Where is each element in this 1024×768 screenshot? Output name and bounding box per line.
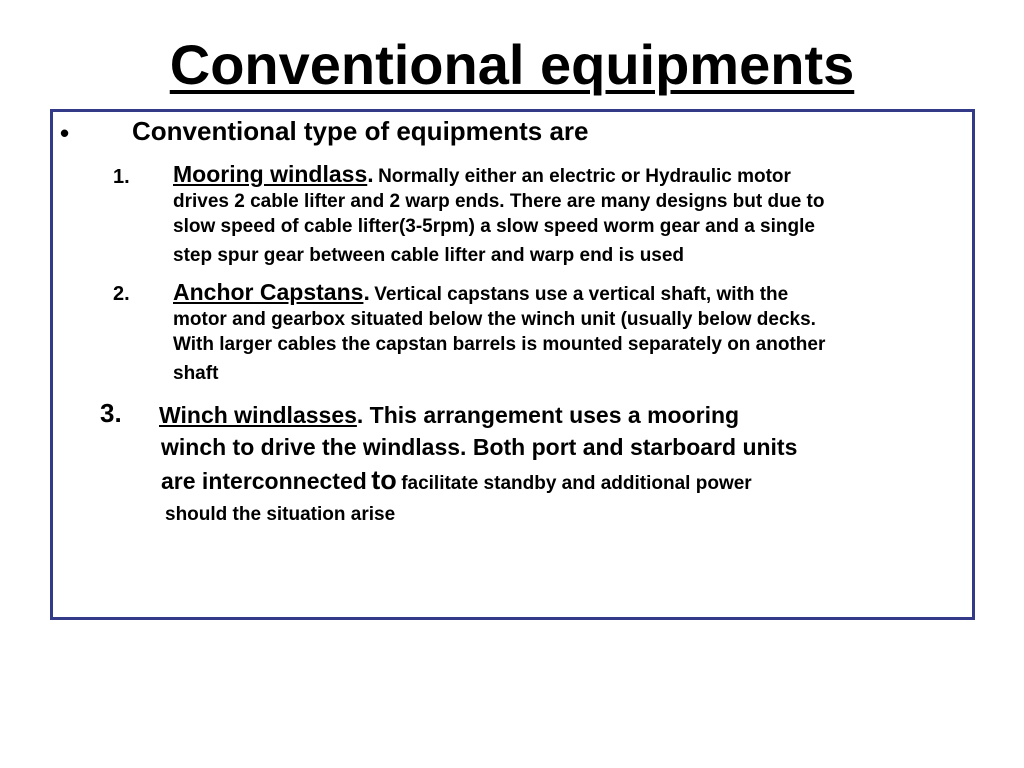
item-3-line2: winch to drive the windlass. Both port and starboard units — [161, 434, 798, 460]
item-3-line1-text: . This arrangement uses a mooring — [356, 402, 740, 428]
item-3-line1 — [159, 402, 739, 429]
item-2-line1-text: Vertical capstans use a vertical shaft, with the — [374, 284, 789, 305]
item-2-line2: motor and gearbox situated below the winch unit (usually below decks. — [173, 309, 816, 330]
item-1-line3: slow speed of cable lifter(3-5rpm) a slow speed worm gear and a single — [173, 216, 815, 237]
item-2-line1 — [173, 279, 788, 306]
item-1-heading-punct: . — [367, 161, 374, 187]
item-3-line3-to: to — [371, 465, 397, 495]
item-1-line4: step spur gear between cable lifter and warp end is used — [173, 245, 685, 266]
item-1-line2: drives 2 cable lifter and 2 warp ends. There are many designs but due to — [173, 191, 825, 212]
item-2-heading-punct: . — [363, 279, 370, 305]
item-2-number: 2. — [113, 283, 130, 305]
intro-text: Conventional type of equipments are — [132, 116, 589, 146]
bullet-icon: • — [60, 118, 70, 148]
item-3-line3 — [161, 465, 752, 496]
item-3-line4: should the situation arise — [165, 504, 396, 525]
item-2-line4: shaft — [173, 363, 219, 384]
item-3-heading: Winch windlasses — [159, 402, 357, 428]
item-3-line3-b: facilitate standby and additional power — [401, 473, 752, 494]
item-2-heading: Anchor Capstans — [173, 279, 364, 305]
item-1-line1 — [173, 161, 791, 188]
item-1-number: 1. — [113, 166, 130, 188]
item-1-line1-text: Normally either an electric or Hydraulic motor — [378, 166, 791, 187]
item-3-line3-a: are interconnected — [161, 468, 367, 494]
item-3-number: 3. — [100, 398, 122, 428]
item-1-heading: Mooring windlass — [173, 161, 368, 187]
item-2-line3: With larger cables the capstan barrels is mounted separately on another — [173, 334, 826, 355]
slide-title: Conventional equipments — [169, 33, 855, 96]
